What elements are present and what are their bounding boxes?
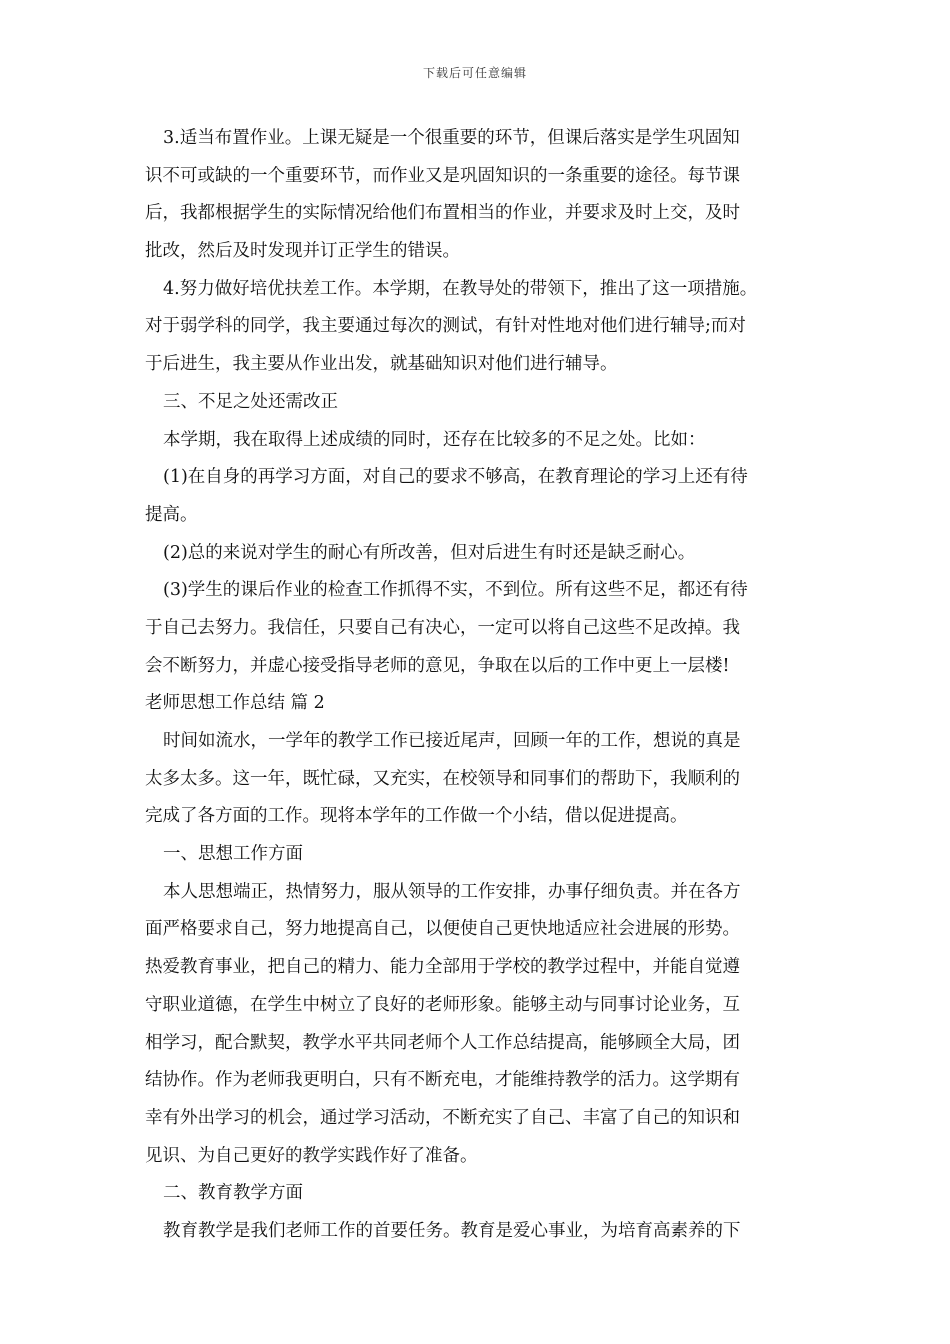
paragraph-line: 3.适当布置作业。上课无疑是一个很重要的环节，但课后落实是学生巩固知 bbox=[163, 128, 740, 148]
paragraph-line: 完成了各方面的工作。现将本学年的工作做一个小结，借以促进提高。 bbox=[145, 806, 688, 827]
paragraph-line: 对于弱学科的同学，我主要通过每次的测试，有针对性地对他们进行辅导;而对 bbox=[145, 316, 746, 337]
paragraph-line: 批改，然后及时发现并订正学生的错误。 bbox=[145, 241, 460, 262]
paragraph-line: 后，我都根据学生的实际情况给他们布置相当的作业，并要求及时上交，及时 bbox=[145, 203, 740, 224]
paragraph-line: 相学习，配合默契，教学水平共同老师个人工作总结提高，能够顾全大局，团 bbox=[145, 1032, 740, 1053]
paragraph-line: 识不可或缺的一个重要环节，而作业又是巩固知识的一条重要的途径。每节课 bbox=[145, 165, 740, 186]
list-item-line: (3)学生的课后作业的检查工作抓得不实，不到位。所有这些不足，都还有待 bbox=[163, 580, 748, 601]
list-item-line: 于自己去努力。我信任，只要自己有决心，一定可以将自己这些不足改掉。我 bbox=[145, 617, 740, 638]
list-item-line: 提高。 bbox=[145, 504, 198, 525]
article-title: 老师思想工作总结 篇 2 bbox=[145, 693, 325, 714]
section-heading: 一、思想工作方面 bbox=[163, 844, 303, 865]
page-header: 下载后可任意编辑 bbox=[422, 66, 527, 80]
paragraph-line: 4.努力做好培优扶差工作。本学期，在教导处的带领下，推出了这一项措施。 bbox=[163, 278, 758, 299]
paragraph-line: 幸有外出学习的机会，通过学习活动，不断充实了自己、丰富了自己的知识和 bbox=[145, 1107, 740, 1128]
paragraph-line: 教育教学是我们老师工作的首要任务。教育是爱心事业，为培育高素养的下 bbox=[163, 1220, 741, 1241]
list-item-line: (2)总的来说对学生的耐心有所改善，但对后进生有时还是缺乏耐心。 bbox=[163, 542, 696, 563]
paragraph-line: 结协作。作为老师我更明白，只有不断充电，才能维持教学的活力。这学期有 bbox=[145, 1070, 740, 1091]
paragraph-line: 热爱教育事业，把自己的精力、能力全部用于学校的教学过程中，并能自觉遵 bbox=[145, 957, 740, 978]
paragraph-line: 守职业道德，在学生中树立了良好的老师形象。能够主动与同事讨论业务，互 bbox=[145, 994, 740, 1015]
paragraph-line: 太多太多。这一年，既忙碌，又充实，在校领导和同事们的帮助下，我顺利的 bbox=[145, 768, 740, 789]
paragraph-line: 于后进生，我主要从作业出发，就基础知识对他们进行辅导。 bbox=[145, 354, 618, 375]
list-item-line: (1)在自身的再学习方面，对自己的要求不够高，在教育理论的学习上还有待 bbox=[163, 467, 748, 488]
section-heading: 三、不足之处还需改正 bbox=[163, 391, 338, 412]
section-heading: 二、教育教学方面 bbox=[163, 1183, 303, 1204]
paragraph-line: 本人思想端正，热情努力，服从领导的工作安排，办事仔细负责。并在各方 bbox=[163, 881, 741, 902]
paragraph-line: 本学期，我在取得上述成绩的同时，还存在比较多的不足之处。比如： bbox=[163, 429, 706, 450]
list-item-line: 会不断努力，并虚心接受指导老师的意见，争取在以后的工作中更上一层楼! bbox=[145, 655, 730, 676]
paragraph-line: 见识、为自己更好的教学实践作好了准备。 bbox=[145, 1145, 478, 1166]
paragraph-line: 面严格要求自己，努力地提高自己，以便使自己更快地适应社会进展的形势。 bbox=[145, 919, 740, 940]
paragraph-line: 时间如流水，一学年的教学工作已接近尾声，回顾一年的工作，想说的真是 bbox=[163, 731, 741, 751]
document-body bbox=[145, 120, 820, 1251]
